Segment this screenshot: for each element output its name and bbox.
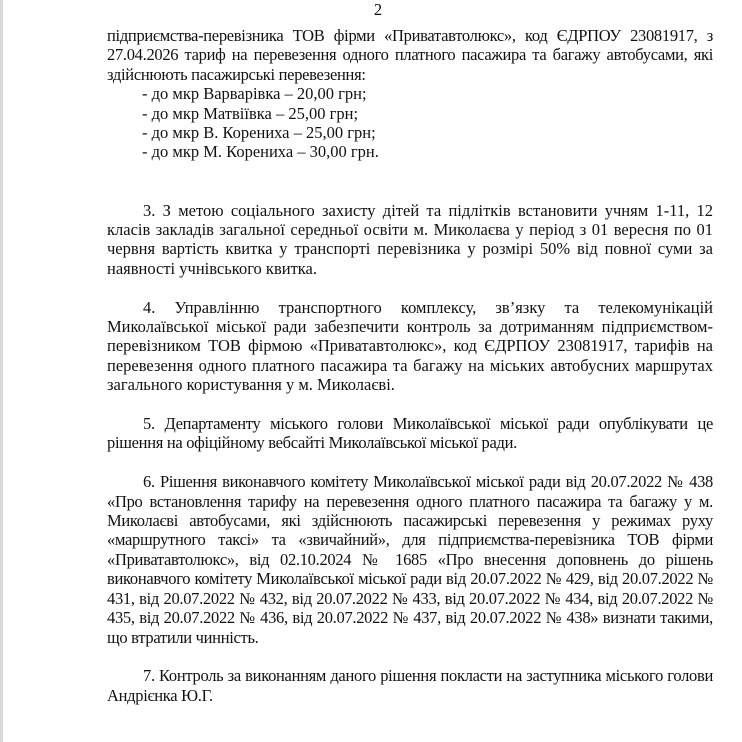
paragraph-7: 7. Контроль за виконанням даного рішення покласти на заступника міського голови Андрієнка Ю.Г. (107, 666, 713, 705)
spacer (107, 278, 713, 297)
spacer (107, 162, 713, 181)
paragraph-3: 3. З метою соціального захисту дітей та підлітків встановити учням 1-11, 12 класів закладів загальної середньої освіти м. Миколаєва у період з 01 вересня по 01 червня вартість квитка у транспорті перевізника у розмірі 50% від повної суми за наявності учнівського квитка. (107, 200, 713, 278)
spacer (107, 647, 713, 666)
intro-paragraph: підприємства-перевізника ТОВ фірми «Приватавтолюкс», код ЄДРПОУ 23081917, з 27.04.2026 тариф на перевезення одного платного пасажира та багажу автобусами, які здійснюють пасажирські перевезення: (107, 26, 713, 84)
paragraph-5: 5. Департаменту міського голови Миколаївської міської ради опублікувати це рішення на офіційному вебсайті Миколаївської міської ради. (107, 414, 713, 453)
paragraph-4: 4. Управлінню транспортного комплексу, зв’язку та телекомунікацій Миколаївської міської ради забезпечити контроль за дотриманням підприємством-перевізником ТОВ фірмою «Приватавтолюкс», код ЄДРПОУ 23081917, тарифів на перевезення одного платного пасажира та багажу на міських автобусних маршрутах загального користування у м. Миколаєві. (107, 297, 713, 395)
tariff-list (107, 84, 713, 162)
tariff-item: - до мкр Матвіївка – 25,00 грн; (142, 103, 359, 123)
tariff-item: - до мкр Варварівка – 20,00 грн; (142, 84, 367, 104)
spacer (107, 453, 713, 472)
spacer (107, 181, 713, 200)
document-body (107, 26, 713, 705)
spacer (107, 395, 713, 414)
page-number: 2 (373, 0, 383, 19)
tariff-item: - до мкр В. Корениха – 25,00 грн; (142, 123, 376, 143)
tariff-item: - до мкр М. Корениха – 30,00 грн. (142, 142, 379, 162)
page-left-border (0, 0, 3, 742)
paragraph-6: 6. Рішення виконавчого комітету Миколаївської міської ради від 20.07.2022 № 438 «Про встановлення тарифу на перевезення одного платного пасажира та багажу у м. Миколаєві автобусами, які здійснюють пасажирські перевезення у режимах руху «маршрутного таксі» та «звичайний», для підприємства-перевізника ТОВ фірми «Приватавтолюкс», від 02.10.2024 № 1685 «Про внесення доповнень до рішень виконавчого комітету Миколаївської міської ради від 20.07.2022 № 429, від 20.07.2022 № 431, від 20.07.2022 № 432, від 20.07.2022 № 433, від 20.07.2022 № 434, від 20.07.2022 № 435, від 20.07.2022 № 436, від 20.07.2022 № 437, від 20.07.2022 № 438» визнати такими, що втратили чинність. (107, 472, 713, 647)
